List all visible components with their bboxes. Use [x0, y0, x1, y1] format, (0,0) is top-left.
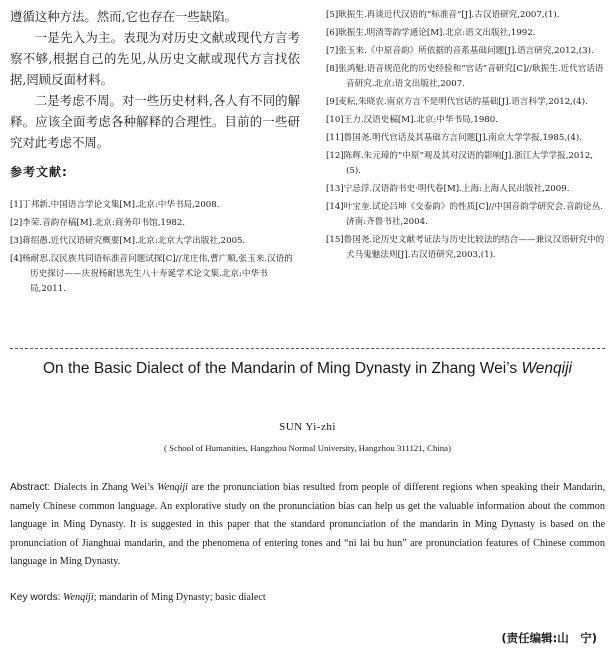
abstract-text-pre: Dialects in Zhang Wei’s — [50, 482, 158, 493]
english-title-main: On the Basic Dialect of the Mandarin of Ming Dynasty in Zhang Wei’s — [43, 360, 522, 377]
abstract-label: Abstract: — [10, 482, 51, 493]
reference-item: [11]鲁国尧.明代官话及其基础方言问题[J].南京大学学报,1985,(4). — [326, 133, 582, 143]
english-title-italic: Wenqiji — [521, 360, 572, 377]
reference-item: [5]耿振生.再谈近代汉语的“标准音”[J].古汉语研究,2007,(1). — [326, 10, 560, 20]
left-column — [10, 6, 300, 300]
references-list-right — [326, 8, 606, 266]
reference-item: [13]宁忌浮.汉语韵书史·明代卷[M].上海:上海人民出版社,2009. — [326, 184, 570, 194]
reference-item: [10]王力.汉语史稿[M].北京:中华书局,1980. — [326, 115, 498, 125]
reference-item: [4]杨耐思.汉民族共同语标准音问题试探[C]//龙庄伟,曹广顺,张玉来.汉语的历史探讨——庆祝杨耐思先生八十寿诞学术论文集.北京:中华书局,2011. — [10, 254, 293, 294]
body-paragraph: 一是先入为主。表现为对历史文献或现代方言考察不够,根据自己的先见,从历史文献或现代方言找依据,罔顾反面材料。 — [10, 30, 300, 87]
keywords-label: Key words: — [10, 592, 61, 603]
reference-item: [14]叶宝奎.试论吕坤《交泰韵》的性质[C]//中国音韵学研究会.音韵论丛.济南:齐鲁书社,2004. — [326, 202, 603, 227]
body-paragraph: 遵循这种方法。然而,它也存在一些缺陷。 — [10, 9, 237, 24]
author-affiliation: ( School of Humanities, Hangzhou Normal University, Hangzhou 311121, China) — [163, 443, 452, 453]
reference-item: [2]李荣.音韵存稿[M].北京:商务印书馆,1982. — [10, 218, 186, 228]
author-name: SUN Yi-zhi — [279, 421, 336, 433]
keywords-rest: ; mandarin of Ming Dynasty; basic dialect — [93, 592, 266, 603]
responsible-editor: (责任编辑:山 宁) — [501, 631, 597, 645]
reference-item: [7]张玉来.《中原音韵》所依据的音系基础问题[J].语言研究,2012,(3). — [326, 46, 594, 56]
reference-item: [12]陈辉.朱元璋的“中原”观及其对汉语的影响[J].浙江大学学报,2012,(5). — [326, 151, 594, 176]
reference-item: [8]张鸿魁.语音规范化的历史经验和“官话”音研究[C]//耿振生.近代官话语音研究.北京:语文出版社,2007. — [326, 64, 604, 89]
reference-item: [6]耿振生.明清等韵学通论[M].北京:语文出版社,1992. — [326, 28, 536, 38]
references-list-left — [10, 198, 300, 297]
reference-item: [1]丁邦新.中国语言学论文集[M].北京:中华书局,2008. — [10, 200, 220, 210]
english-abstract — [10, 479, 605, 572]
reference-item: [3]蒋绍愚.近代汉语研究概要[M].北京:北京大学出版社,2005. — [10, 236, 246, 246]
references-heading: 参考文献: — [10, 165, 68, 179]
english-title — [0, 360, 615, 378]
abstract-text-post: are the pronunciation bias resulted from people of different regions when speaking their Mandarin, namely Chinese common language. An explorative study on the pronunciation bias can help us get the valuable information about the common language in Ming Dynasty. It is suggested in this paper that the standard pronunciation of the mandarin in Ming Dynasty is based on the pronunciation of Jianghuai mandarin, and the phenomena of entering tones and “ni lai bu hun” are pronunciation features of Chinese common language in Ming Dynasty. — [10, 482, 606, 568]
reference-item: [9]麦耘,朱晓农.南京方言不是明代官话的基础[J].语言科学,2012,(4). — [326, 97, 588, 107]
keywords — [10, 592, 605, 603]
body-paragraph: 二是考虑不周。对一些历史材料,各人有不同的解释。应该全面考虑各种解释的合理性。目前的一些研究对此考虑不周。 — [10, 93, 300, 150]
reference-item: [15]鲁国尧.论历史文献考证法与历史比较法的结合——兼议汉语研究中的犬马鬼魅法则[J].古汉语研究,2003,(1). — [326, 235, 605, 260]
section-divider — [10, 348, 605, 349]
keyword-italic: Wenqiji — [62, 592, 94, 603]
abstract-text-italic: Wenqiji — [157, 482, 189, 493]
